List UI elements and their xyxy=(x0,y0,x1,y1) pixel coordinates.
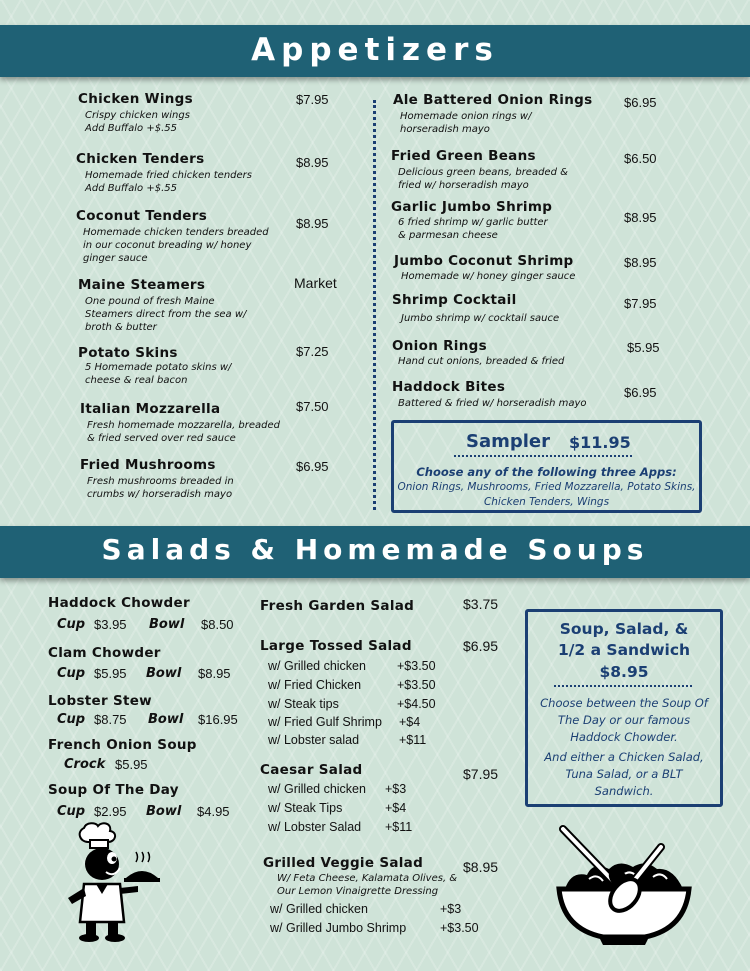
salad-name: Grilled Veggie Salad xyxy=(263,855,424,871)
menu-item-name: Fried Green Beans xyxy=(391,148,536,164)
menu-item-desc: Homemade chicken tenders breaded in our coconut breading w/ honey ginger sauce xyxy=(83,227,269,264)
salad-price: $6.95 xyxy=(463,638,499,654)
salad-option-price: +$3 xyxy=(440,902,462,916)
menu-item-price: $7.95 xyxy=(624,296,657,311)
cup-label: Cup xyxy=(57,666,86,681)
salad-option: w/ Grilled chicken xyxy=(268,659,366,673)
salad-option: w/ Steak Tips xyxy=(268,801,343,815)
menu-item-price: Market xyxy=(294,275,337,291)
menu-item-name: Ale Battered Onion Rings xyxy=(393,92,593,108)
cup-label: Cup xyxy=(57,804,86,819)
salad-option: w/ Grilled chicken xyxy=(270,902,368,916)
salad-name: Large Tossed Salad xyxy=(260,638,412,654)
sampler-box xyxy=(391,420,702,513)
bowl-price: $4.95 xyxy=(197,804,230,819)
menu-item-price: $7.50 xyxy=(296,399,329,414)
salad-option-price: +$11 xyxy=(399,733,427,747)
sampler-price: $11.95 xyxy=(569,433,631,452)
menu-item-desc: One pound of fresh Maine Steamers direct from the sea w/ broth & butter xyxy=(85,296,247,333)
menu-item-desc: Battered & fried w/ horseradish mayo xyxy=(398,398,587,409)
chef-icon xyxy=(62,822,162,944)
soup-name: Clam Chowder xyxy=(48,645,161,661)
cup-price: $5.95 xyxy=(94,666,127,681)
menu-item-price: $6.50 xyxy=(624,151,657,166)
cup-price: $8.75 xyxy=(94,712,127,727)
menu-item-desc: 5 Homemade potato skins w/ cheese & real bacon xyxy=(85,362,232,386)
combo-title-line2: 1/2 a Sandwich xyxy=(557,641,691,659)
menu-item-name: Italian Mozzarella xyxy=(80,401,221,417)
menu-item-name: Haddock Bites xyxy=(392,379,506,395)
crock-price: $5.95 xyxy=(115,757,148,772)
salad-desc: W/ Feta Cheese, Kalamata Olives, & Our Lemon Vinaigrette Dressing xyxy=(277,873,458,897)
appetizers-title: Appetizers xyxy=(251,32,499,68)
salad-option: w/ Grilled Jumbo Shrimp xyxy=(270,921,407,935)
salad-price: $3.75 xyxy=(463,596,499,612)
bowl-price: $8.95 xyxy=(198,666,231,681)
combo-title-line1: Soup, Salad, & xyxy=(559,620,689,638)
bowl-price: $8.50 xyxy=(201,617,234,632)
cup-label: Cup xyxy=(57,617,86,632)
menu-item-desc: Delicious green beans, breaded & fried w/ horseradish mayo xyxy=(398,167,568,191)
soup-name: Haddock Chowder xyxy=(48,595,190,611)
menu-item-price: $7.95 xyxy=(296,92,329,107)
salad-option: w/ Lobster salad xyxy=(268,733,360,747)
menu-item-price: $7.25 xyxy=(296,344,329,359)
menu-item-name: Chicken Tenders xyxy=(76,151,205,167)
salad-option-price: +$4 xyxy=(385,801,407,815)
menu-item-desc: Hand cut onions, breaded & fried xyxy=(398,356,565,367)
salad-option: w/ Fried Chicken xyxy=(268,678,362,692)
sampler-options-line2: Chicken Tenders, Wings xyxy=(483,496,610,508)
salad-option-price: +$4 xyxy=(399,715,421,729)
bowl-label: Bowl xyxy=(149,617,185,632)
salad-option-price: +$3.50 xyxy=(397,678,436,692)
menu-item-price: $5.95 xyxy=(627,340,660,355)
sampler-subtitle: Choose any of the following three Apps: xyxy=(416,465,677,479)
menu-item-desc: Homemade onion rings w/ horseradish mayo xyxy=(400,111,532,135)
menu-item-price: $8.95 xyxy=(296,216,329,231)
menu-item-desc: 6 fried shrimp w/ garlic butter & parmesan cheese xyxy=(398,217,548,241)
salads-banner xyxy=(0,526,750,578)
menu-item-name: Fried Mushrooms xyxy=(80,457,216,473)
combo-dotted-rule xyxy=(554,685,692,687)
crock-label: Crock xyxy=(64,757,106,772)
salad-name: Caesar Salad xyxy=(260,762,363,778)
column-divider xyxy=(373,100,376,510)
salad-option-price: +$3.50 xyxy=(440,921,479,935)
menu-item-desc: Fresh homemade mozzarella, breaded & fried served over red sauce xyxy=(87,420,281,444)
salad-option-price: +$3.50 xyxy=(397,659,436,673)
combo-desc1: Choose between the Soup Of The Day or our famous Haddock Chowder. xyxy=(540,696,708,744)
bowl-price: $16.95 xyxy=(198,712,238,727)
salad-option: w/ Steak tips xyxy=(268,697,339,711)
menu-item-name: Shrimp Cocktail xyxy=(392,292,517,308)
combo-price: $8.95 xyxy=(599,663,649,681)
menu-item-desc: Homemade w/ honey ginger sauce xyxy=(401,271,576,282)
menu-item-price: $8.95 xyxy=(296,155,329,170)
salad-option-price: +$11 xyxy=(385,820,413,834)
menu-item-desc: Crispy chicken wings Add Buffalo +$.55 xyxy=(85,110,190,134)
appetizers-banner xyxy=(0,25,750,77)
salad-price: $8.95 xyxy=(463,859,499,875)
salad-option-price: +$3 xyxy=(385,782,407,796)
menu-item-price: $8.95 xyxy=(624,255,657,270)
bowl-label: Bowl xyxy=(146,804,182,819)
cup-label: Cup xyxy=(57,712,86,727)
salad-bowl-icon xyxy=(553,825,698,947)
menu-item-name: Chicken Wings xyxy=(78,91,193,107)
salad-option: w/ Fried Gulf Shrimp xyxy=(268,715,382,729)
menu-item-desc: Homemade fried chicken tenders Add Buffalo +$.55 xyxy=(85,170,252,194)
menu-item-name: Garlic Jumbo Shrimp xyxy=(391,199,553,215)
menu-item-price: $8.95 xyxy=(624,210,657,225)
cup-price: $2.95 xyxy=(94,804,127,819)
menu-item-name: Onion Rings xyxy=(392,338,487,354)
menu-item-price: $6.95 xyxy=(624,385,657,400)
bowl-label: Bowl xyxy=(148,712,184,727)
salad-name: Fresh Garden Salad xyxy=(260,598,415,614)
sampler-title: Sampler xyxy=(466,431,551,452)
salad-option: w/ Grilled chicken xyxy=(268,782,366,796)
menu-item-name: Potato Skins xyxy=(78,345,178,361)
salad-option-price: +$4.50 xyxy=(397,697,436,711)
menu-item-name: Maine Steamers xyxy=(78,277,206,293)
salad-price: $7.95 xyxy=(463,766,499,782)
salads-title: Salads & Homemade Soups xyxy=(101,533,649,566)
cup-price: $3.95 xyxy=(94,617,127,632)
menu-item-desc: Fresh mushrooms breaded in crumbs w/ horseradish mayo xyxy=(87,476,234,500)
soup-name: Soup Of The Day xyxy=(48,782,179,798)
menu-item-price: $6.95 xyxy=(296,459,329,474)
sampler-dotted-rule xyxy=(454,455,632,457)
salad-option: w/ Lobster Salad xyxy=(268,820,362,834)
combo-box xyxy=(525,609,723,807)
soup-name: Lobster Stew xyxy=(48,693,152,709)
menu-item-desc: Jumbo shrimp w/ cocktail sauce xyxy=(401,313,560,324)
combo-desc2: And either a Chicken Salad, Tuna Salad, or a BLT Sandwich. xyxy=(544,750,704,798)
sampler-options-line1: Onion Rings, Mushrooms, Fried Mozzarella, Potato Skins, xyxy=(397,481,696,493)
menu-item-name: Jumbo Coconut Shrimp xyxy=(394,253,574,269)
soup-name: French Onion Soup xyxy=(48,737,197,753)
menu-item-price: $6.95 xyxy=(624,95,657,110)
bowl-label: Bowl xyxy=(146,666,182,681)
menu-item-name: Coconut Tenders xyxy=(76,208,208,224)
